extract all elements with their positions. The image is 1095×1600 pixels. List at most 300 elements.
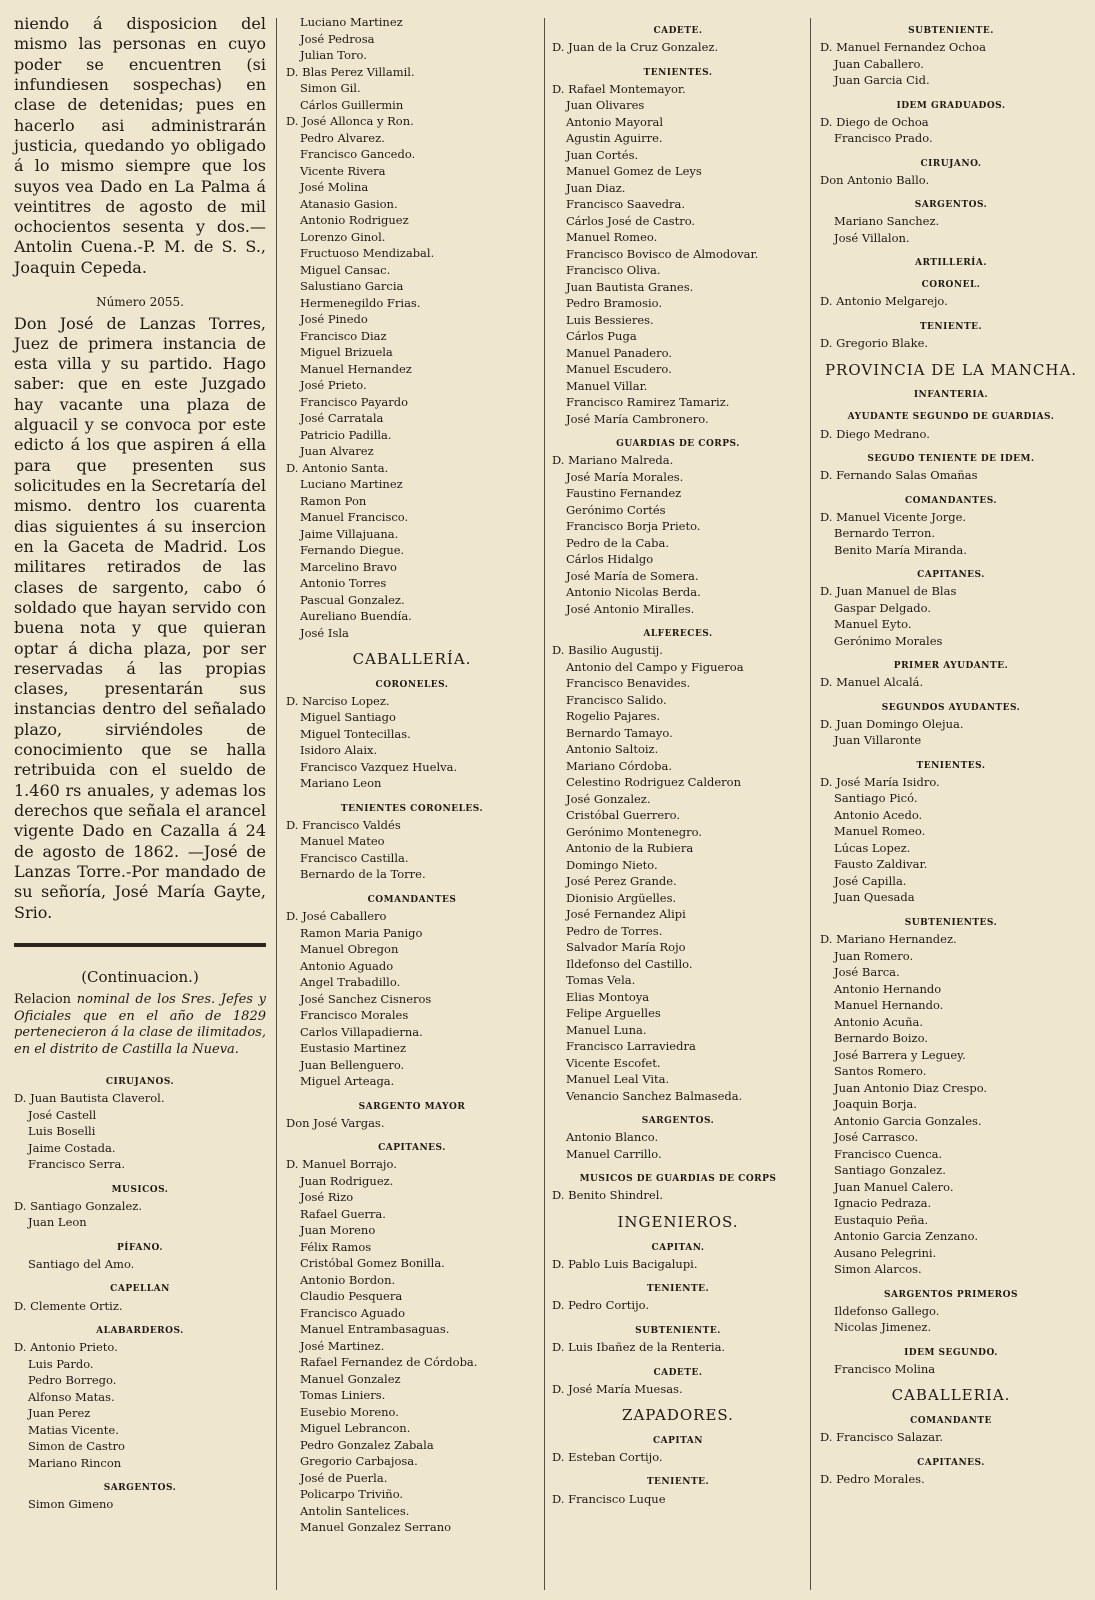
name-entry: Mariano Leon — [300, 776, 382, 791]
section-heading: CAPITAN. — [651, 1242, 705, 1253]
name-entry: D. Antonio Melgarejo. — [820, 294, 948, 309]
name-entry: José Fernandez Alipi — [566, 907, 686, 922]
name-entry: Claudio Pesquera — [300, 1289, 403, 1304]
section-heading: CADETE. — [653, 26, 703, 36]
name-entry: Antonio Bordon. — [300, 1272, 396, 1287]
name-entry: Miguel Lebrancon. — [300, 1421, 411, 1436]
name-entry: Juan Romero. — [834, 948, 914, 963]
name-entry: Manuel Hernando. — [834, 998, 944, 1013]
section-heading: TENIENTE. — [919, 321, 983, 332]
name-entry: Luis Pardo. — [28, 1356, 94, 1371]
name-entry: Ramon Pon — [300, 493, 367, 508]
name-entry: Manuel Francisco. — [300, 510, 409, 524]
section-heading: PÍFANO. — [117, 1242, 163, 1253]
name-entry: D. Basilio Augustij. — [552, 643, 663, 658]
name-entry: Ramon Maria Panigo — [300, 925, 423, 940]
name-entry: D. Manuel Fernandez Ochoa — [820, 40, 986, 55]
section-subtenientes — [820, 918, 1082, 1278]
name-entry: Salvador María Rojo — [566, 940, 686, 955]
name-entry: José Gonzalez. — [566, 791, 651, 806]
name-entry: D. Manuel Alcalá. — [820, 675, 924, 690]
name-entry: Antonio Nicolas Berda. — [566, 585, 701, 600]
name-entry: Manuel Carrillo. — [566, 1146, 662, 1161]
name-entry: Juan Bellenguero. — [300, 1057, 405, 1072]
name-entry: Elias Montoya — [566, 989, 650, 1004]
name-entry: José Barca. — [834, 965, 900, 980]
name-entry: Ildefonso del Castillo. — [566, 956, 693, 971]
relation-text: nominal de los Sres. Jefes y Oficiales que en el año de 1829 pertenecieron á la clase de ilimitados, en el distrito de Castilla la Nueva. — [14, 991, 266, 1058]
name-entry: D. Manuel Vicente Jorge. — [820, 509, 967, 524]
section-cab-capitanes — [820, 1458, 1082, 1488]
name-entry: D. Santiago Gonzalez. — [14, 1198, 142, 1213]
section-heading: ALFERECES. — [643, 629, 713, 640]
name-entry: Manuel Gonzalez Serrano — [300, 1520, 452, 1535]
name-entry: Francisco Ramirez Tamariz. — [566, 395, 730, 410]
name-entry: Antonio Aguado — [300, 958, 394, 973]
infanteria-heading: INFANTERIA. — [913, 390, 989, 401]
section-cirujanos — [14, 1077, 266, 1173]
name-entry: Jaime Costada. — [28, 1140, 116, 1155]
name-entry: D. Mariano Hernandez. — [820, 932, 957, 947]
name-entry: Manuel Escudero. — [566, 362, 672, 377]
name-entry: Santos Romero. — [834, 1064, 927, 1079]
name-entry: Francisco Cuenca. — [834, 1146, 943, 1161]
name-entry: Antonio Torres — [300, 576, 387, 590]
section-heading: SARGENTO MAYOR — [358, 1101, 466, 1112]
name-entry: Miguel Cansac. — [300, 262, 391, 277]
section-heading: AYUDANTE SEGUNDO DE GUARDIAS. — [847, 412, 1055, 423]
column-4 — [820, 14, 1082, 1487]
section-heading: TENIENTE. — [646, 1477, 710, 1488]
name-entry: Luciano Martinez — [300, 477, 403, 491]
name-entry: Pascual Gonzalez. — [300, 592, 405, 607]
name-entry: Antonio Mayoral — [566, 114, 664, 129]
name-entry: Francisco Oliva. — [566, 263, 661, 278]
name-entry: José María Morales. — [566, 469, 684, 484]
name-entry: Joaquin Borja. — [834, 1097, 917, 1112]
section-segundo-teniente — [820, 454, 1082, 484]
name-entry: Rafael Guerra. — [300, 1206, 386, 1221]
name-entry: Francisco Morales — [300, 1008, 409, 1023]
name-entry: D. Blas Perez Villamil. — [286, 64, 415, 79]
name-entry: Domingo Nieto. — [566, 857, 658, 872]
name-entry: Faustino Fernandez — [566, 486, 682, 501]
section-heading: CAPITANES. — [378, 1143, 446, 1154]
name-entry: Luis Bessieres. — [566, 312, 654, 327]
name-entry: Francisco Prado. — [834, 131, 933, 146]
section-heading: COMANDANTES — [367, 894, 457, 905]
name-entry: Gerónimo Morales — [834, 633, 943, 648]
name-entry: Gregorio Carbajosa. — [300, 1454, 418, 1469]
section-sargentos-primeros — [820, 1290, 1082, 1336]
provincia-heading: PROVINCIA DE LA MANCHA. — [824, 360, 1078, 379]
section-heading: CORONELES. — [375, 679, 449, 690]
name-entry: Bernardo Boizo. — [834, 1031, 928, 1046]
name-entry: Tomas Vela. — [566, 973, 636, 988]
name-entry: Hermenegildo Frias. — [300, 295, 421, 310]
name-entry: Celestino Rodriguez Calderon — [566, 775, 742, 790]
section-primer-ayudante — [820, 661, 1082, 691]
name-entry: Manuel Luna. — [566, 1022, 647, 1037]
continuation-heading: (Continuacion.) — [81, 967, 199, 986]
name-entry: Benito María Miranda. — [834, 542, 967, 557]
name-entry: D. Pablo Luis Bacigalupi. — [552, 1256, 698, 1271]
name-entry: Juan Villaronte — [834, 733, 922, 748]
name-entry: Juan Garcia Cid. — [834, 73, 930, 88]
name-entry: Manuel Gonzalez — [300, 1371, 401, 1386]
name-entry: D. José Caballero — [286, 909, 387, 924]
name-entry: Juan Diaz. — [566, 180, 626, 195]
name-entry: D. Luis Ibañez de la Renteria. — [552, 1340, 726, 1354]
name-entry: José Prieto. — [300, 378, 367, 392]
column-rule — [276, 18, 277, 1590]
section-sargentos — [14, 1483, 266, 1513]
section-heading: IDEM SEGUNDO. — [904, 1347, 998, 1358]
section-zapadores-teniente — [552, 1477, 804, 1507]
notice-number: Número 2055. — [96, 295, 184, 310]
section-pifano — [14, 1243, 266, 1273]
name-entry: D. José Allonca y Ron. — [286, 114, 414, 128]
name-entry: Luciano Martinez — [300, 15, 403, 29]
name-entry: Francisco Larraviedra — [566, 1039, 696, 1054]
name-entry: Gerónimo Montenegro. — [566, 824, 702, 839]
name-entry: Antonio Acedo. — [834, 807, 923, 822]
name-entry: D. Juan Domingo Olejua. — [820, 716, 964, 731]
name-entry: Fausto Zaldivar. — [834, 857, 928, 872]
column-rule — [810, 18, 811, 1590]
name-entry: Antonio Blanco. — [566, 1130, 659, 1145]
section-heading: SUBTENIENTE. — [635, 1325, 721, 1336]
name-entry: José Rizo — [300, 1190, 354, 1205]
section-heading: PRIMER AYUDANTE. — [893, 661, 1009, 672]
name-entry: Gerónimo Cortés — [566, 502, 666, 517]
name-entry: Francisco Benavides. — [566, 676, 691, 691]
name-entry: José Pedrosa — [300, 31, 375, 46]
name-entry: Antonio Hernando — [834, 981, 942, 996]
section-heading: COMANDANTES. — [904, 495, 998, 506]
name-entry: Bernardo de la Torre. — [300, 867, 426, 882]
section-idem-graduados — [820, 101, 1082, 147]
name-entry: Miguel Tontecillas. — [300, 726, 411, 741]
name-entry: D. Francisco Salazar. — [820, 1430, 943, 1445]
name-entry: Rafael Fernandez de Córdoba. — [300, 1355, 478, 1370]
name-entry: Pedro de la Caba. — [566, 535, 670, 550]
section-divider — [14, 943, 266, 947]
name-entry: D. Rafael Montemayor. — [552, 81, 686, 96]
section-comandantes — [820, 496, 1082, 559]
name-entry: Alfonso Matas. — [28, 1389, 115, 1404]
name-entry: Juan Bautista Granes. — [566, 279, 694, 294]
name-entry: Pedro Bramosio. — [566, 296, 663, 311]
section-alabarderos — [14, 1326, 266, 1471]
name-entry: Antolin Santelices. — [300, 1503, 410, 1518]
section-teniente — [552, 1284, 804, 1314]
section-heading: CADETE. — [653, 1367, 703, 1378]
section-capitan — [552, 1243, 804, 1273]
name-entry: Carlos Villapadierna. — [300, 1024, 423, 1039]
name-entry: Mariano Córdoba. — [566, 758, 673, 773]
name-entry: Eustaquio Peña. — [834, 1212, 929, 1227]
section-heading: TENIENTES CORONELES. — [340, 803, 484, 814]
name-entry: Santiago del Amo. — [28, 1256, 135, 1271]
name-entry: Francisco Payardo — [300, 394, 408, 409]
name-entry: Antonio del Campo y Figueroa — [566, 659, 744, 674]
name-entry: Lorenzo Ginol. — [300, 229, 386, 244]
name-entry: José Molina — [300, 180, 369, 194]
name-entry: Francisco Molina — [834, 1361, 936, 1376]
name-entry: Matias Vicente. — [28, 1422, 119, 1437]
name-entry: Vicente Rivera — [300, 163, 386, 178]
name-entry: Bernardo Terron. — [834, 526, 936, 541]
section-heading: CAPITANES. — [917, 1457, 985, 1468]
relation-intro — [14, 992, 266, 1060]
name-entry: Francisco Vazquez Huelva. — [300, 759, 458, 774]
name-entry: D. Fernando Salas Omañas — [820, 468, 978, 483]
section-heading: SUBTENIENTE. — [908, 26, 994, 36]
name-entry: Francisco Salido. — [566, 692, 667, 707]
name-entry: Juan Leon — [28, 1215, 87, 1230]
section-sargento-mayor — [286, 1102, 538, 1132]
name-entry: Manuel Obregon — [300, 942, 399, 957]
column-1 — [14, 14, 266, 1513]
name-entry: José Carratala — [300, 411, 384, 425]
section-capellan — [14, 1284, 266, 1314]
name-entry: José Barrera y Leguey. — [834, 1047, 966, 1062]
zapadores-heading: ZAPADORES. — [622, 1406, 734, 1425]
name-entry: Cárlos Hidalgo — [566, 552, 654, 567]
section-heading: CAPITAN — [652, 1435, 704, 1446]
name-entry: D. Manuel Borrajo. — [286, 1157, 397, 1172]
name-entry: Ignacio Pedraza. — [834, 1196, 932, 1211]
name-entry: Simon Gil. — [300, 81, 361, 95]
section-heading: SEGUDO TENIENTE DE IDEM. — [867, 454, 1035, 464]
name-entry: José Antonio Miralles. — [566, 601, 695, 616]
caballeria-heading: CABALLERÍA. — [352, 650, 472, 668]
section-subteniente — [820, 26, 1082, 89]
name-entry: Pedro Gonzalez Zabala — [300, 1437, 434, 1452]
name-entry: Santiago Gonzalez. — [834, 1163, 946, 1178]
name-entry: José Castell — [28, 1107, 97, 1122]
name-entry: José Villalon. — [834, 230, 910, 245]
section-heading: CAPELLAN — [110, 1284, 170, 1295]
name-entry: Don José Vargas. — [286, 1115, 385, 1130]
name-entry: D. Francisco Valdés — [286, 817, 401, 832]
section-cirujano — [820, 159, 1082, 189]
name-entry: Fernando Diegue. — [300, 543, 405, 557]
name-entry: D. Juan Manuel de Blas — [820, 584, 957, 599]
section-comandantes — [286, 895, 538, 1090]
name-entry: D. Pedro Cortijo. — [552, 1298, 650, 1313]
name-entry: Lúcas Lopez. — [834, 840, 911, 855]
name-entry: D. José María Muesas. — [552, 1381, 683, 1396]
name-entry: Cárlos José de Castro. — [566, 213, 696, 228]
name-entry: Pedro de Torres. — [566, 923, 663, 938]
section-subteniente — [552, 1326, 804, 1356]
section-zapadores-capitan — [552, 1436, 804, 1466]
name-entry: Miguel Santiago — [300, 710, 396, 725]
name-entry: D. Francisco Luque — [552, 1491, 666, 1506]
name-entry: Antonio de la Rubiera — [566, 841, 694, 856]
name-entry: Mariano Rincon — [28, 1455, 122, 1470]
notice-paragraph: niendo á disposicion del mismo las personas en cuyo poder se encuentren (si infundiesen sospechas) en clase de detenidas; pues en hacerlo asi administrarán justicia, quedando yo obligado á lo mismo siempre que los suyos vea Dado en La Palma á veintitres de agosto de mil ochocientos sesenta y dos.—Antolin Cuena.-P. M. de S. S., Joaquin Cepeda. — [14, 14, 266, 277]
name-entry: Pedro Borrego. — [28, 1373, 117, 1388]
section-musicos — [14, 1185, 266, 1231]
section-heading: MUSICOS DE GUARDIAS DE CORPS — [579, 1174, 777, 1185]
name-entry: Dionisio Argüelles. — [566, 890, 677, 905]
name-entry: Vicente Escofet. — [566, 1055, 661, 1070]
name-entry: Manuel Panadero. — [566, 345, 672, 360]
name-entry: D. José María Isidro. — [820, 774, 940, 789]
section-heading: CIRUJANOS. — [105, 1077, 175, 1088]
section-infanteria-continued — [286, 14, 538, 641]
name-entry: Juan Quesada — [834, 890, 915, 905]
name-entry: Francisco Diaz — [300, 328, 387, 343]
name-entry: Juan Moreno — [300, 1223, 376, 1238]
name-entry: D. Antonio Santa. — [286, 460, 389, 475]
name-entry: D. Gregorio Blake. — [820, 336, 929, 351]
section-heading: TENIENTES. — [916, 760, 986, 771]
section-segundos-ayudantes — [820, 703, 1082, 749]
name-entry: Manuel Hernandez — [300, 361, 412, 376]
name-entry: D. Clemente Ortiz. — [14, 1298, 123, 1313]
artilleria-heading: ARTILLERÍA. — [914, 258, 988, 269]
section-capitanes — [820, 570, 1082, 649]
name-entry: José de Puerla. — [300, 1470, 388, 1485]
name-entry: Eustasio Martinez — [300, 1041, 407, 1056]
name-entry: Gaspar Delgado. — [834, 600, 931, 615]
section-heading: CORONEL. — [921, 280, 981, 291]
name-entry: Francisco Aguado — [300, 1305, 405, 1320]
name-entry: Francisco Gancedo. — [300, 147, 416, 161]
name-entry: José María Cambronero. — [566, 411, 709, 426]
name-entry: Simon Alarcos. — [834, 1262, 922, 1277]
name-entry: Manuel Mateo — [300, 834, 385, 849]
section-heading: COMANDANTE — [910, 1416, 992, 1426]
name-entry: Manuel Eyto. — [834, 617, 912, 632]
section-heading: SARGENTOS. — [914, 200, 988, 211]
name-entry: Venancio Sanchez Balmaseda. — [566, 1088, 743, 1103]
name-entry: Felipe Arguelles — [566, 1006, 661, 1021]
section-tenientes — [820, 761, 1082, 906]
name-entry: Francisco Bovisco de Almodovar. — [566, 246, 759, 261]
name-entry: Isidoro Alaix. — [300, 743, 378, 758]
section-teniente — [820, 322, 1082, 352]
section-heading: CAPITANES. — [917, 570, 985, 581]
column-2 — [286, 14, 538, 1536]
section-heading: MUSICOS. — [111, 1184, 169, 1195]
section-heading: TENIENTES. — [643, 67, 713, 78]
name-entry: Policarpo Triviño. — [300, 1487, 404, 1502]
name-entry: José Pinedo — [300, 312, 368, 326]
name-entry: Francisco Castilla. — [300, 850, 409, 865]
name-entry: Atanasio Gasion. — [300, 196, 398, 211]
section-heading: SUBTENIENTES. — [904, 917, 998, 928]
name-entry: Manuel Gomez de Leys — [566, 164, 702, 179]
section-tenientes — [552, 68, 804, 428]
name-entry: Rogelio Pajares. — [566, 709, 661, 724]
name-entry: D. Diego de Ochoa — [820, 114, 929, 129]
name-entry: D. Benito Shindrel. — [552, 1188, 664, 1203]
section-coronel — [820, 280, 1082, 310]
name-entry: Angel Trabadillo. — [300, 975, 401, 990]
name-entry: José Isla — [300, 625, 349, 640]
section-heading: ALABARDEROS. — [96, 1326, 184, 1337]
name-entry: Eusebio Moreno. — [300, 1404, 399, 1419]
name-entry: José Carrasco. — [834, 1130, 919, 1145]
name-entry: José Capilla. — [834, 873, 907, 888]
name-entry: Cárlos Guillermin — [300, 97, 404, 112]
name-entry: Simon de Castro — [28, 1439, 125, 1454]
column-rule — [544, 18, 545, 1590]
name-entry: Miguel Arteaga. — [300, 1074, 395, 1089]
section-cadete-ingenieros — [552, 1368, 804, 1398]
name-entry: Cristóbal Gomez Bonilla. — [300, 1256, 445, 1271]
name-entry: Ildefonso Gallego. — [834, 1303, 940, 1318]
name-entry: Pedro Alvarez. — [300, 130, 385, 145]
section-heading: TENIENTE. — [646, 1284, 710, 1295]
section-guardias-de-corps — [552, 439, 804, 617]
caballeria-heading: CABALLERIA. — [891, 1386, 1011, 1405]
name-entry: Félix Ramos — [300, 1239, 372, 1254]
edict-paragraph: Don José de Lanzas Torres, Juez de primera instancia de esta villa y su partido. Hago saber: que en este Juzgado hay vacante una plaza de alguacil y se convoca por este edicto á los que aspiren á ella para que presenten sus solicitudes en la Secretaría del mismo. dentro los cuarenta dias siguientes á su insercion en la Gaceta de Madrid. Los militares retirados de las clases de sargento, cabo ó soldado que hayan servido con buena nota y que quieran optar á dicha plaza, por ser reservadas á las propias clases, presentarán sus instancias dentro del señalado plazo, sirviéndoles de conocimiento que se halla retribuida con el sueldo de 1.460 rs anuales, y ademas los derechos que señala el arancel vigente Dado en Cazalla á 24 de agosto de 1862. —José de Lanzas Torre.-Por mandado de su señoría, José María Gayte, Srio. — [14, 313, 266, 922]
section-heading: GUARDIAS DE CORPS. — [616, 439, 740, 450]
name-entry: Santiago Picó. — [834, 791, 918, 806]
name-entry: José Perez Grande. — [566, 874, 677, 889]
name-entry: D. Mariano Malreda. — [552, 453, 674, 468]
name-entry: D. Esteban Cortijo. — [552, 1449, 663, 1464]
section-idem-segundo — [820, 1348, 1082, 1378]
name-entry: Salustiano Garcia — [300, 279, 404, 293]
name-entry: Francisco Serra. — [28, 1157, 125, 1172]
name-entry: Juan Olivares — [566, 98, 645, 113]
name-entry: Antonio Garcia Zenzano. — [834, 1229, 978, 1244]
name-entry: Juan Rodriguez. — [300, 1173, 394, 1188]
name-entry: Fructuoso Mendizabal. — [300, 246, 435, 260]
name-entry: Antonio Rodriguez — [300, 213, 409, 227]
name-entry: Francisco Saavedra. — [566, 197, 686, 212]
name-entry: Juan Cortés. — [566, 147, 639, 162]
name-entry: Marcelino Bravo — [300, 559, 397, 574]
name-entry: Manuel Leal Vita. — [566, 1072, 670, 1087]
name-entry: José Martinez. — [300, 1338, 385, 1353]
name-entry: Luis Boselli — [28, 1124, 96, 1139]
section-musicos-guardias — [552, 1174, 804, 1204]
name-entry: Bernardo Tamayo. — [566, 725, 673, 740]
name-entry: Don Antonio Ballo. — [820, 172, 930, 187]
column-3 — [552, 14, 804, 1507]
section-heading: IDEM GRADUADOS. — [896, 100, 1006, 111]
name-entry: Jaime Villajuana. — [300, 526, 399, 541]
section-heading: SARGENTOS. — [641, 1116, 715, 1127]
name-entry: Ausano Pelegrini. — [834, 1245, 937, 1260]
name-entry: D. Narciso Lopez. — [286, 693, 390, 708]
name-entry: José Sanchez Cisneros — [300, 991, 432, 1006]
name-entry: Francisco Borja Prieto. — [566, 519, 701, 534]
section-heading: SARGENTOS PRIMEROS — [883, 1289, 1018, 1300]
section-tenientes-coroneles — [286, 804, 538, 883]
name-entry: D. Juan de la Cruz Gonzalez. — [552, 40, 719, 55]
name-entry: Juan Manuel Calero. — [834, 1179, 954, 1194]
section-alfereces — [552, 629, 804, 1104]
name-entry: Agustin Aguirre. — [566, 131, 663, 146]
relation-lead: Relacion — [14, 991, 72, 1007]
section-sargentos — [552, 1116, 804, 1162]
name-entry: Antonio Saltoiz. — [566, 742, 659, 757]
name-entry: José María de Somera. — [566, 568, 699, 583]
name-entry: Miguel Brizuela — [300, 345, 393, 359]
section-capitanes — [286, 1143, 538, 1536]
name-entry: Manuel Villar. — [566, 378, 648, 393]
